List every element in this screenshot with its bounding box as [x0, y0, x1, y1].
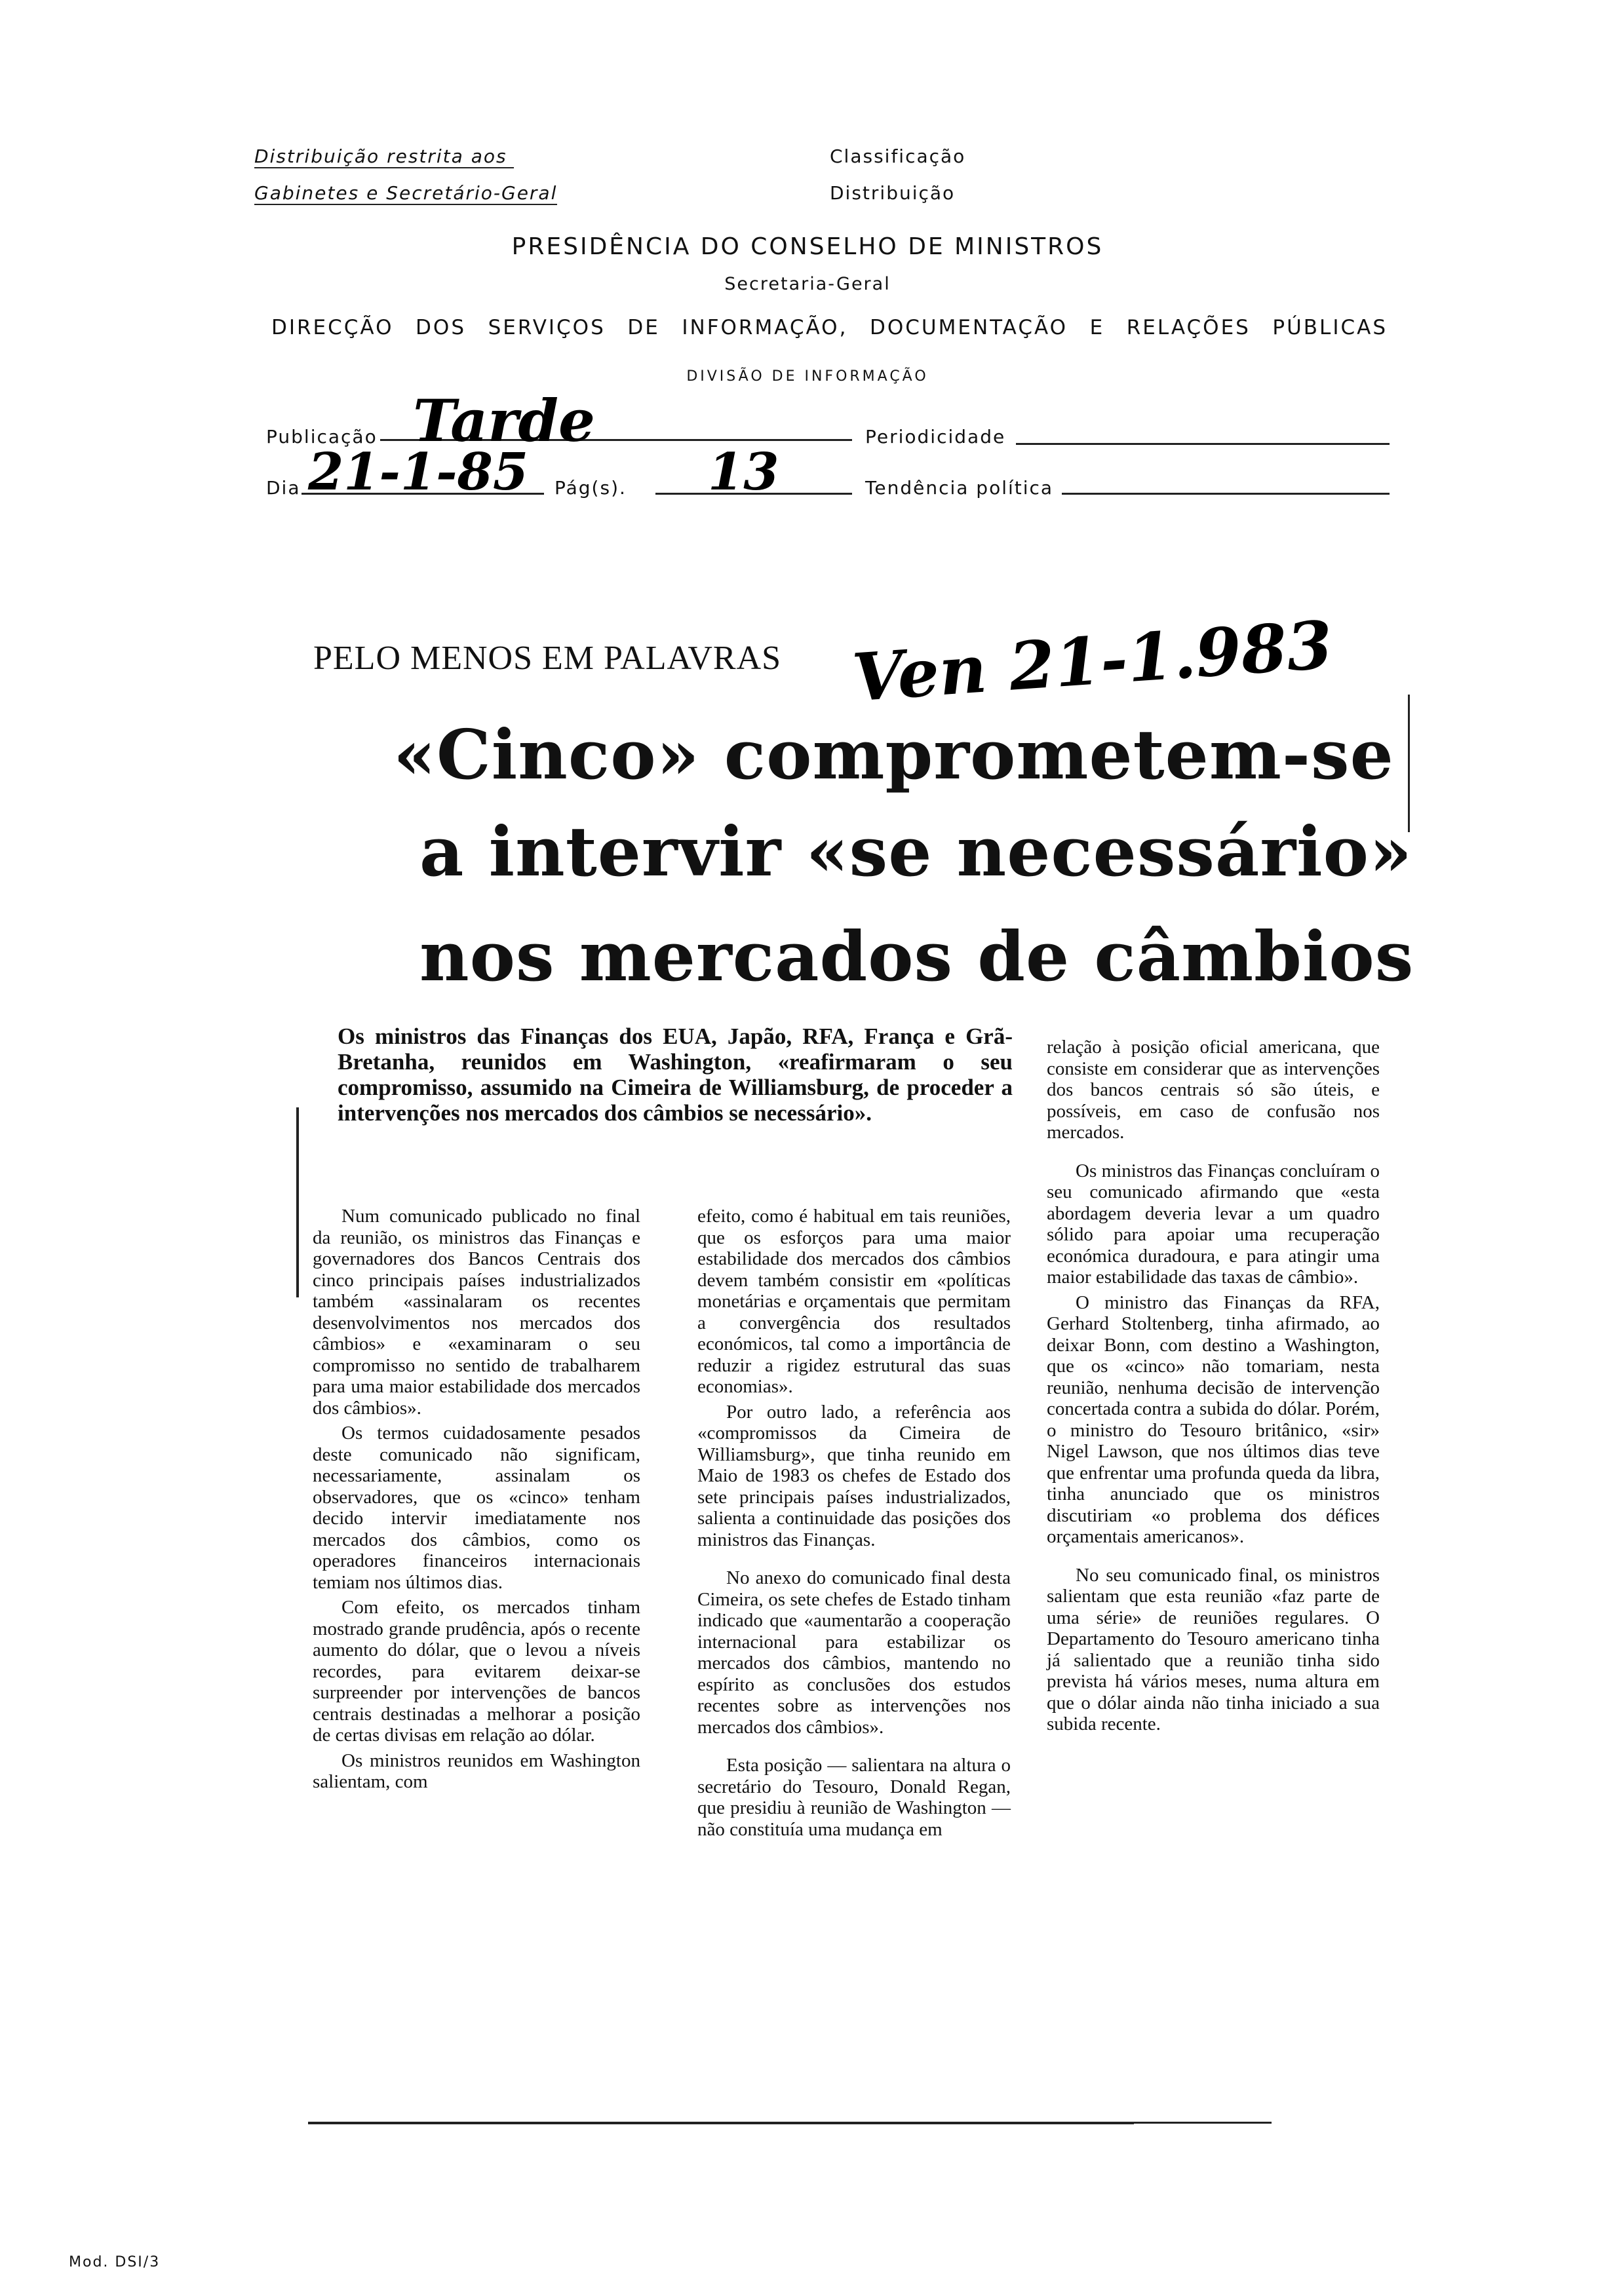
paragraph: No seu comunicado final, os ministros salientam que esta reunião «faz parte de uma série» de reuniões regulares. O Departamento do Tesouro americano tinha já salientado que a reunião tinha sido prevista há vários meses, numa altura em que o dólar ainda não tinha iniciado a sua subida recente. [1047, 1564, 1380, 1734]
paragraph: Num comunicado publicado no final da reunião, os ministros das Finanças e governadores dos Bancos Centrais dos cinco principais países industrializados também «assinalaram os recentes desenvolvimentos nos mercados dos câmbios» e «examinaram o seu compromisso no sentido de trabalharem para uma maior estabilidade dos mercados dos câmbios». [313, 1206, 640, 1419]
paragraph: relação à posição oficial americana, que consiste em considerar que as intervenções dos bancos centrais só são úteis, e possíveis, em caso de confusão nos mercados. [1047, 1037, 1380, 1143]
publicacao-label: Publicação [266, 426, 378, 448]
tendencia-label: Tendência política [865, 477, 1054, 499]
restricted-distribution-line2: Gabinetes e Secretário-Geral [254, 182, 558, 204]
distribuicao-label: Distribuição [830, 182, 956, 204]
paragraph: Com efeito, os mercados tinham mostrado grande prudência, após o recente aumento do dólar, que o levou a níveis recordes, para evitarem deixar-se surpreender por intervenções de bancos centrais destinadas a melhorar a posição de certas divisas em relação ao dólar. [313, 1597, 640, 1746]
dia-label: Dia [266, 477, 301, 499]
article-lead: Os ministros das Finanças dos EUA, Japão, RFA, França e Grã-Bretanha, reunidos em Washington, «reafirmaram o seu compromisso, assumido na Cimeira de Williamsburg, de proceder a intervenções nos mercados dos câmbios se necessário». [338, 1024, 1013, 1126]
sub-organization: Secretaria-Geral [724, 274, 891, 294]
paragraph: O ministro das Finanças da RFA, Gerhard Stoltenberg, tinha afirmado, ao deixar Bonn, com destino a Washington, que os «cinco» não tomariam, nesta reunião, nenhuma decisão de intervenção concertada contra a subida do dólar. Porém, o ministro do Tesouro britânico, «sir» Nigel Lawson, que nos últimos dias teve que enfrentar uma profunda queda da libra, tinha anunciado que os ministros discutiriam «o problema dos défices orçamentais americanos». [1047, 1292, 1380, 1547]
paragraph: efeito, como é habitual em tais reuniões, que os esforços para uma maior estabilidade dos mercados dos câmbios devem também consistir em «políticas monetárias e orçamentais que permitam a convergência dos resultados económicos, tal como a importância de reduzir a rigidez estrutural das suas economias». [697, 1206, 1011, 1397]
article-column-1 [313, 1206, 640, 1793]
division-title: DIVISÃO DE INFORMAÇÃO [686, 368, 929, 385]
article-column-3 [1047, 1037, 1380, 1735]
form-code: Mod. DSI/3 [69, 2254, 161, 2270]
direction-title: DIRECÇÃO DOS SERVIÇOS DE INFORMAÇÃO, DOCUMENTAÇÃO E RELAÇÕES PÚBLICAS [271, 316, 1388, 339]
headline-line-2: a intervir «se necessário» [419, 811, 1413, 892]
paragraph: Os termos cuidadosamente pesados deste comunicado não significam, necessariamente, assinalam os observadores, que os «cinco» tenham decido intervir imediatamente nos mercados dos câmbios, como os operadores financeiros internacionais temiam nos últimos dias. [313, 1423, 640, 1593]
bottom-rule [308, 2122, 1134, 2124]
restricted-distribution-line1: Distribuição restrita aos [254, 145, 514, 168]
paragraph: Os ministros reunidos em Washington salientam, com [313, 1750, 640, 1792]
pags-label: Pág(s). [555, 477, 627, 499]
periodicidade-label: Periodicidade [865, 426, 1006, 448]
publicacao-handwritten: Tarde [413, 387, 595, 455]
bottom-rule-right [1075, 2122, 1272, 2124]
handwritten-date-note: Ven 21-1.983 [849, 605, 1335, 717]
paragraph: Os ministros das Finanças concluíram o seu comunicado afirmando que «esta abordagem deveria levar a um quadro sólido para apoiar uma recuperação económica duradoura, e para atingir uma maior estabilidade das taxas de câmbio». [1047, 1160, 1380, 1288]
article-column-2 [697, 1206, 1011, 1840]
dia-handwritten: 21-1-85 [308, 442, 529, 502]
article-kicker: PELO MENOS EM PALAVRAS [313, 640, 782, 677]
classificacao-label: Classificação [830, 145, 966, 167]
paragraph: Por outro lado, a referência aos «compromissos da Cimeira de Williamsburg», que tinha reunido em Maio de 1983 os chefes de Estado dos sete principais países industrializados, salienta a continuidade das posições dos ministros das Finanças. [697, 1401, 1011, 1550]
lead-margin-rule [296, 1107, 299, 1297]
paragraph: Esta posição — salientara na altura o secretário do Tesouro, Donald Regan, que presidiu à reunião de Washington — não constituía uma mudança em [697, 1755, 1011, 1840]
headline-line-3: nos mercados de câmbios [419, 916, 1414, 997]
organization-title: PRESIDÊNCIA DO CONSELHO DE MINISTROS [511, 233, 1104, 260]
tendencia-underline [1062, 493, 1390, 495]
periodicidade-underline [1016, 443, 1390, 445]
headline-line-1: «Cinco» comprometem-se [393, 714, 1394, 795]
paragraph: No anexo do comunicado final desta Cimeira, os sete chefes de Estado tinham indicado que «aumentarão a cooperação internacional para estabilizar os mercados dos câmbios, mantendo no espírito as conclusões dos estudos recentes sobre as intervenções nos mercados dos câmbios». [697, 1567, 1011, 1738]
pags-handwritten: 13 [708, 442, 779, 502]
